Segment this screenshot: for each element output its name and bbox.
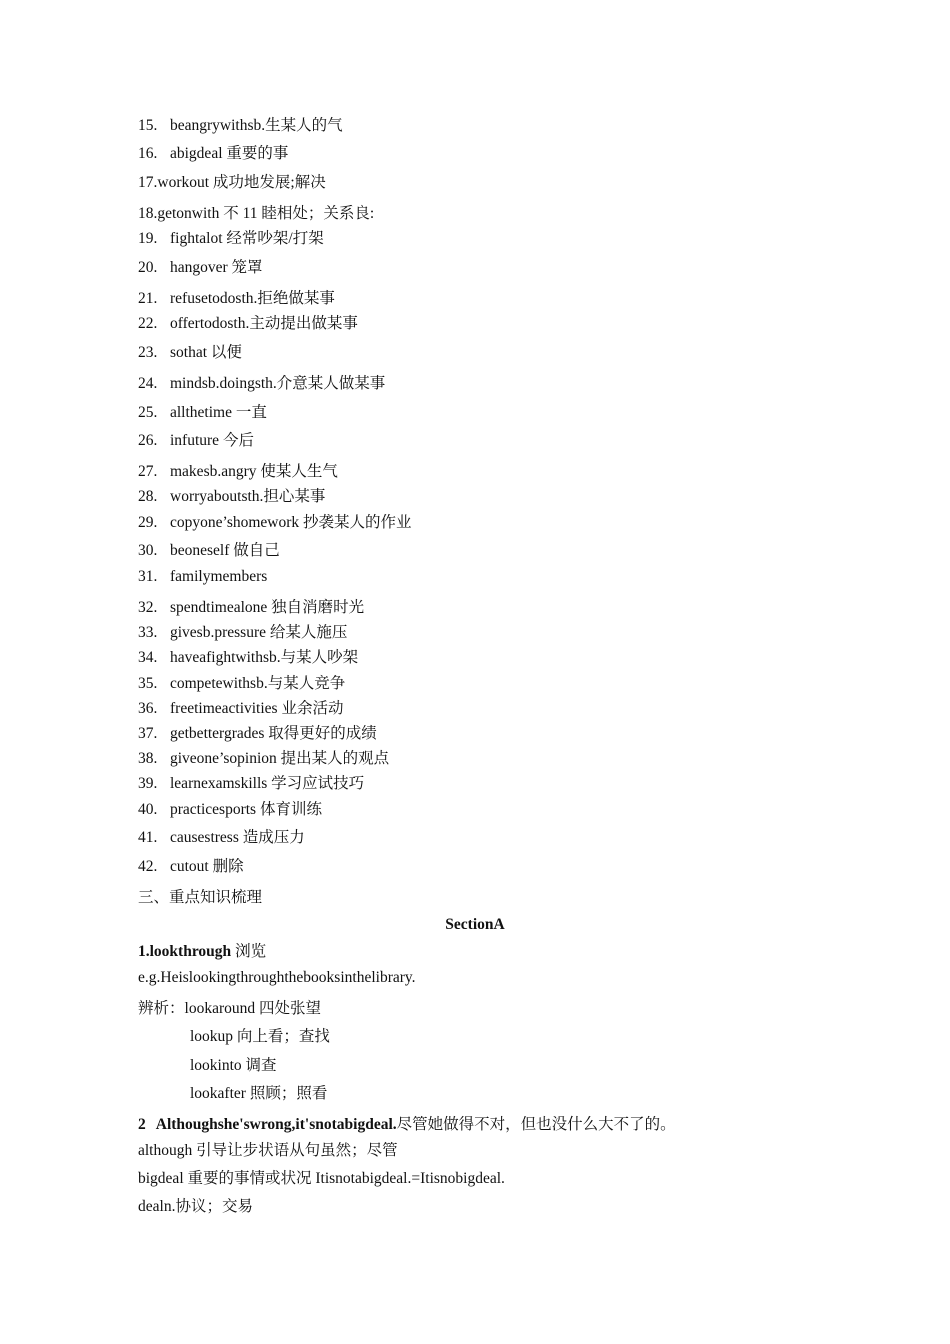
vocab-item: 23. sothat 以便 bbox=[138, 344, 242, 361]
item1-compare-entry: lookinto 调查 bbox=[190, 1057, 277, 1074]
vocab-item: 19. fightalot 经常吵架/打架 bbox=[138, 230, 324, 247]
vocab-item: 33. givesb.pressure 给某人施压 bbox=[138, 624, 348, 641]
vocab-item: 27. makesb.angry 使某人生气 bbox=[138, 463, 338, 480]
item2-line: although 引导让步状语从句虽然；尽管 bbox=[138, 1142, 398, 1159]
vocab-item: 21. refusetodosth.拒绝做某事 bbox=[138, 290, 335, 307]
vocab-item: 37. getbettergrades 取得更好的成绩 bbox=[138, 725, 377, 742]
vocab-item: 17.workout 成功地发展;解决 bbox=[138, 174, 326, 191]
item1-compare: 辨析：lookaround 四处张望 bbox=[138, 1000, 321, 1017]
section-heading: 三、重点知识梳理 bbox=[138, 889, 263, 906]
vocab-item: 24. mindsb.doingsth.介意某人做某事 bbox=[138, 375, 386, 392]
vocab-item: 20. hangover 笼罩 bbox=[138, 259, 263, 276]
vocab-item: 29. copyone’shomework 抄袭某人的作业 bbox=[138, 514, 412, 531]
vocab-item: 39. learnexamskills 学习应试技巧 bbox=[138, 775, 365, 792]
vocab-item: 35. competewithsb.与某人竞争 bbox=[138, 675, 346, 692]
item1-example: e.g.Heislookingthroughthebooksinthelibrary. bbox=[138, 969, 416, 986]
vocab-item: 40. practicesports 体育训练 bbox=[138, 801, 322, 818]
vocab-item: 34. haveafightwithsb.与某人吵架 bbox=[138, 649, 359, 666]
vocab-item: 32. spendtimealone 独自消磨时光 bbox=[138, 599, 365, 616]
vocab-item: 18.getonwith 不 11 睦相处；关系良: bbox=[138, 205, 375, 222]
vocab-item: 41. causestress 造成压力 bbox=[138, 829, 305, 846]
vocab-item: 26. infuture 今后 bbox=[138, 432, 254, 449]
item2-line: bigdeal 重要的事情或状况 Itisnotabigdeal.=Itisnobigdeal. bbox=[138, 1170, 505, 1187]
section-title: SectionA bbox=[445, 916, 505, 933]
item1-compare-entry: lookafter 照顾；照看 bbox=[190, 1085, 328, 1102]
item2-heading: 2 Althoughshe'swrong,it'snotabigdeal.尽管她做得不对，但也没什么大不了的。 bbox=[138, 1116, 676, 1133]
vocab-item: 30. beoneself 做自己 bbox=[138, 542, 280, 559]
item1-heading: 1.lookthrough 浏览 bbox=[138, 943, 267, 960]
vocab-item: 16. abigdeal 重要的事 bbox=[138, 145, 289, 162]
vocab-item: 31. familymembers bbox=[138, 568, 268, 585]
vocab-item: 15. beangrywithsb.生某人的气 bbox=[138, 117, 343, 134]
vocab-item: 22. offertodosth.主动提出做某事 bbox=[138, 315, 358, 332]
item2-line: dealn.协议；交易 bbox=[138, 1198, 253, 1215]
vocab-item: 28. worryaboutsth.担心某事 bbox=[138, 488, 326, 505]
vocab-item: 25. allthetime 一直 bbox=[138, 404, 267, 421]
vocab-item: 42. cutout 删除 bbox=[138, 858, 244, 875]
vocab-item: 38. giveone’sopinion 提出某人的观点 bbox=[138, 750, 390, 767]
vocab-item: 36. freetimeactivities 业余活动 bbox=[138, 700, 344, 717]
item1-compare-entry: lookup 向上看；查找 bbox=[190, 1028, 330, 1045]
